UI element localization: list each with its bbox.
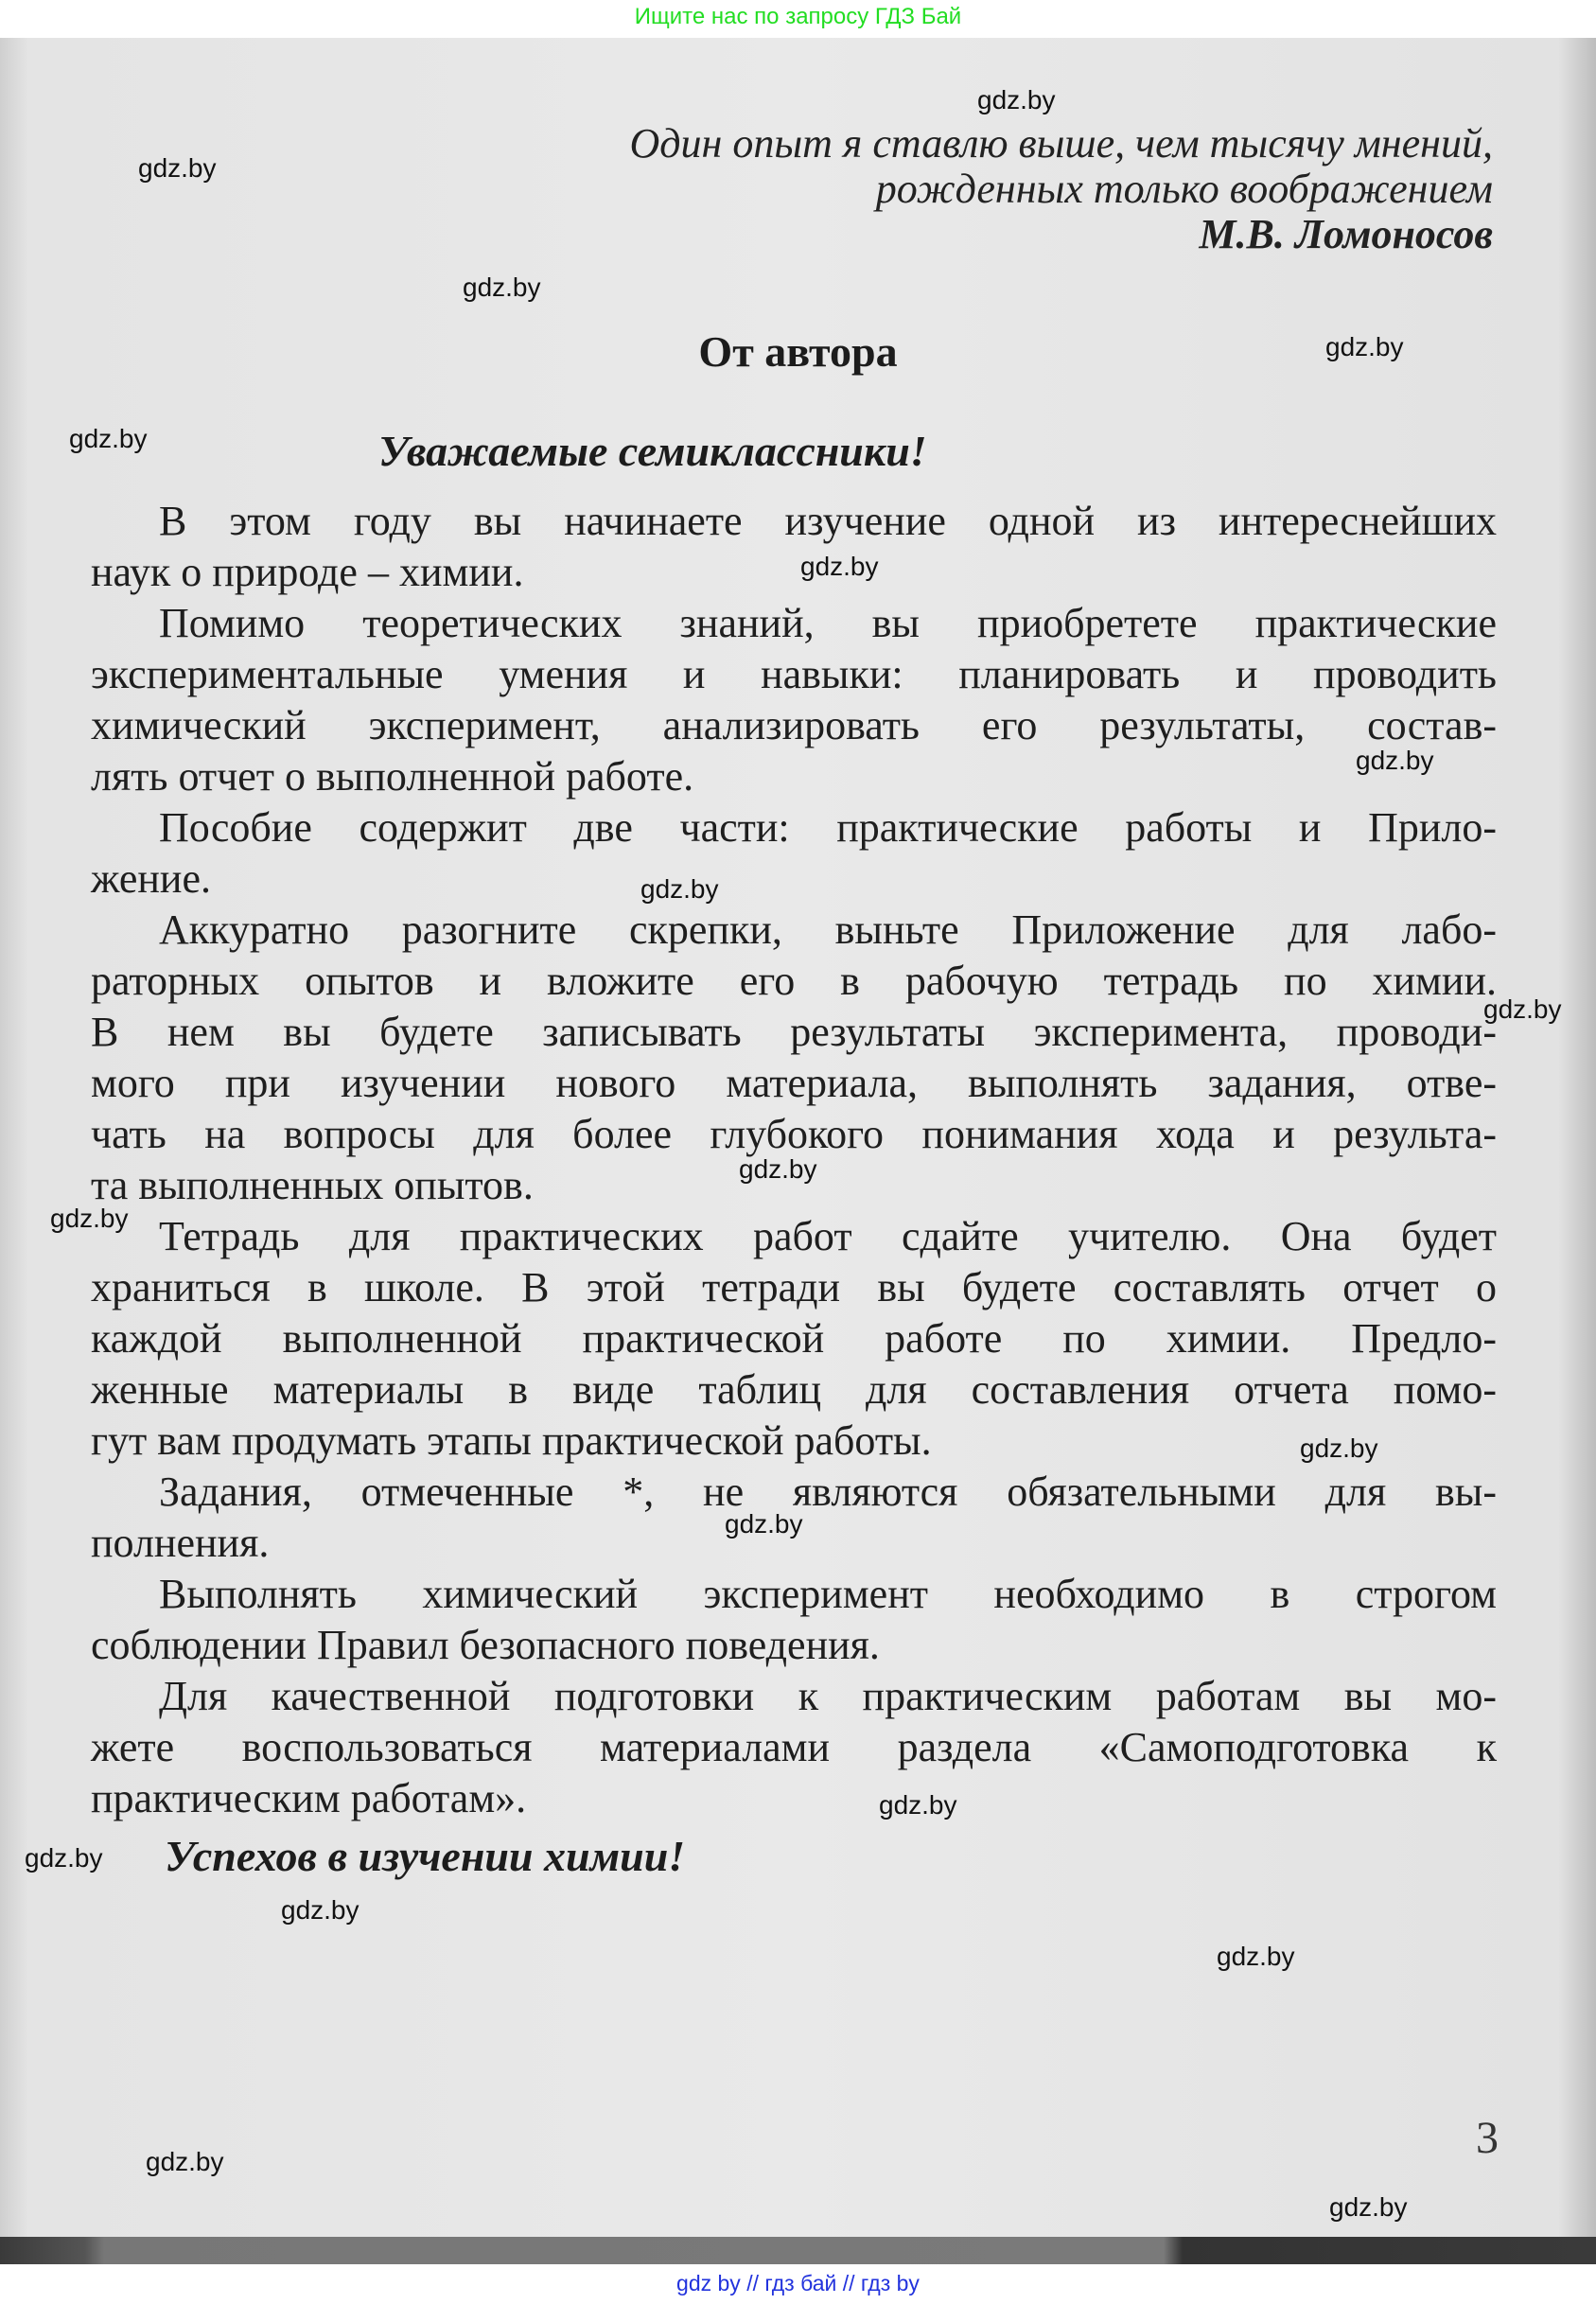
watermark-text: gdz.by bbox=[1329, 2192, 1408, 2222]
paragraph-line: соблюдении Правил безопасного поведения. bbox=[91, 1622, 880, 1668]
paragraph-line: экспериментальные умения и навыки: планировать и проводить bbox=[91, 651, 1497, 697]
paragraph-line: каждой выполненной практической работе по химии. Предло- bbox=[91, 1315, 1497, 1362]
paragraph-line: В нем вы будете записывать результаты эксперимента, проводи- bbox=[91, 1009, 1497, 1055]
paragraph-line: мого при изучении нового материала, выполнять задания, отве- bbox=[91, 1060, 1497, 1106]
paragraph-line: женные материалы в виде таблиц для составления отчета помо- bbox=[91, 1366, 1497, 1413]
section-heading: От автора bbox=[698, 327, 898, 376]
watermark-text: gdz.by bbox=[1325, 332, 1404, 361]
watermark-text: gdz.by bbox=[146, 2147, 224, 2176]
closing-line: Успехов в изучении химии! bbox=[165, 1832, 686, 1880]
watermark-text: gdz.by bbox=[50, 1204, 129, 1233]
watermark-text: gdz.by bbox=[463, 273, 541, 302]
paragraph-line: жение. bbox=[91, 855, 211, 902]
paragraph bbox=[91, 598, 1497, 802]
paragraph-line: В этом году вы начинаете изучение одной из интереснейших bbox=[159, 498, 1497, 544]
watermark-text: gdz.by bbox=[1356, 746, 1434, 775]
paragraph bbox=[91, 802, 1497, 905]
epigraph-line: рожденных только воображением bbox=[875, 166, 1493, 212]
paragraph-line: Для качественной подготовки к практическим работам вы мо- bbox=[159, 1673, 1497, 1719]
watermark-text: gdz.by bbox=[69, 424, 148, 453]
paragraph-line: Тетрадь для практических работ сдайте учителю. Она будет bbox=[159, 1213, 1497, 1259]
watermark-text: gdz.by bbox=[1483, 994, 1562, 1024]
paragraph-line: лять отчет о выполненной работе. bbox=[91, 753, 694, 800]
greeting: Уважаемые семиклассники! bbox=[378, 427, 927, 475]
epigraph bbox=[629, 121, 1493, 257]
scan-edge bbox=[0, 2237, 1596, 2264]
paragraph bbox=[91, 1569, 1497, 1671]
watermark-text: gdz.by bbox=[879, 1790, 957, 1820]
paragraph-line: жете воспользоваться материалами раздела «Самоподготовка к bbox=[91, 1724, 1497, 1770]
paragraph-line: практическим работам». bbox=[91, 1775, 527, 1821]
watermark-text: gdz.by bbox=[977, 85, 1056, 114]
watermark-text: gdz.by bbox=[725, 1509, 803, 1539]
top-banner: Ищите нас по запросу ГДЗ Бай bbox=[634, 4, 962, 29]
paragraph-line: Помимо теоретических знаний, вы приобретете практические bbox=[159, 600, 1497, 646]
paragraph-line: наук о природе – химии. bbox=[91, 549, 524, 595]
paragraph-line: раторных опытов и вложите его в рабочую тетрадь по химии. bbox=[91, 958, 1497, 1004]
paragraph-line: Задания, отмеченные *, не являются обязательными для вы- bbox=[159, 1469, 1497, 1515]
watermark-text: gdz.by bbox=[281, 1895, 360, 1925]
paragraph bbox=[91, 1211, 1497, 1467]
paragraph bbox=[91, 496, 1497, 598]
paragraph-line: та выполненных опытов. bbox=[91, 1162, 534, 1208]
paragraph-line: Выполнять химический эксперимент необходимо в строгом bbox=[159, 1571, 1497, 1617]
paragraph-line: полнения. bbox=[91, 1520, 270, 1566]
paragraph bbox=[91, 1671, 1497, 1824]
paragraph-line: Аккуратно разогните скрепки, выньте Приложение для лабо- bbox=[159, 906, 1497, 953]
bottom-banner: gdz by // гдз бай // гдз by bbox=[676, 2271, 920, 2295]
page-number: 3 bbox=[1476, 2113, 1499, 2163]
watermark-text: gdz.by bbox=[138, 153, 217, 183]
watermark-text: gdz.by bbox=[25, 1843, 103, 1873]
watermark-text: gdz.by bbox=[1300, 1433, 1378, 1463]
epigraph-author: М.В. Ломоносов bbox=[1199, 211, 1493, 257]
watermark-text: gdz.by bbox=[640, 874, 719, 904]
paragraph-line: химический эксперимент, анализировать его результаты, состав- bbox=[91, 702, 1497, 748]
paragraph-line: храниться в школе. В этой тетради вы будете составлять отчет о bbox=[91, 1264, 1497, 1310]
watermark-text: gdz.by bbox=[1217, 1942, 1295, 1971]
epigraph-line: Один опыт я ставлю выше, чем тысячу мнений, bbox=[629, 120, 1493, 167]
paragraph-line: чать на вопросы для более глубокого понимания хода и результа- bbox=[91, 1111, 1497, 1157]
paragraph-line: Пособие содержит две части: практические работы и Прило- bbox=[159, 804, 1497, 851]
paragraph-line: гут вам продумать этапы практической работы. bbox=[91, 1417, 932, 1464]
watermark-text: gdz.by bbox=[800, 552, 879, 581]
watermark-text: gdz.by bbox=[739, 1154, 817, 1184]
